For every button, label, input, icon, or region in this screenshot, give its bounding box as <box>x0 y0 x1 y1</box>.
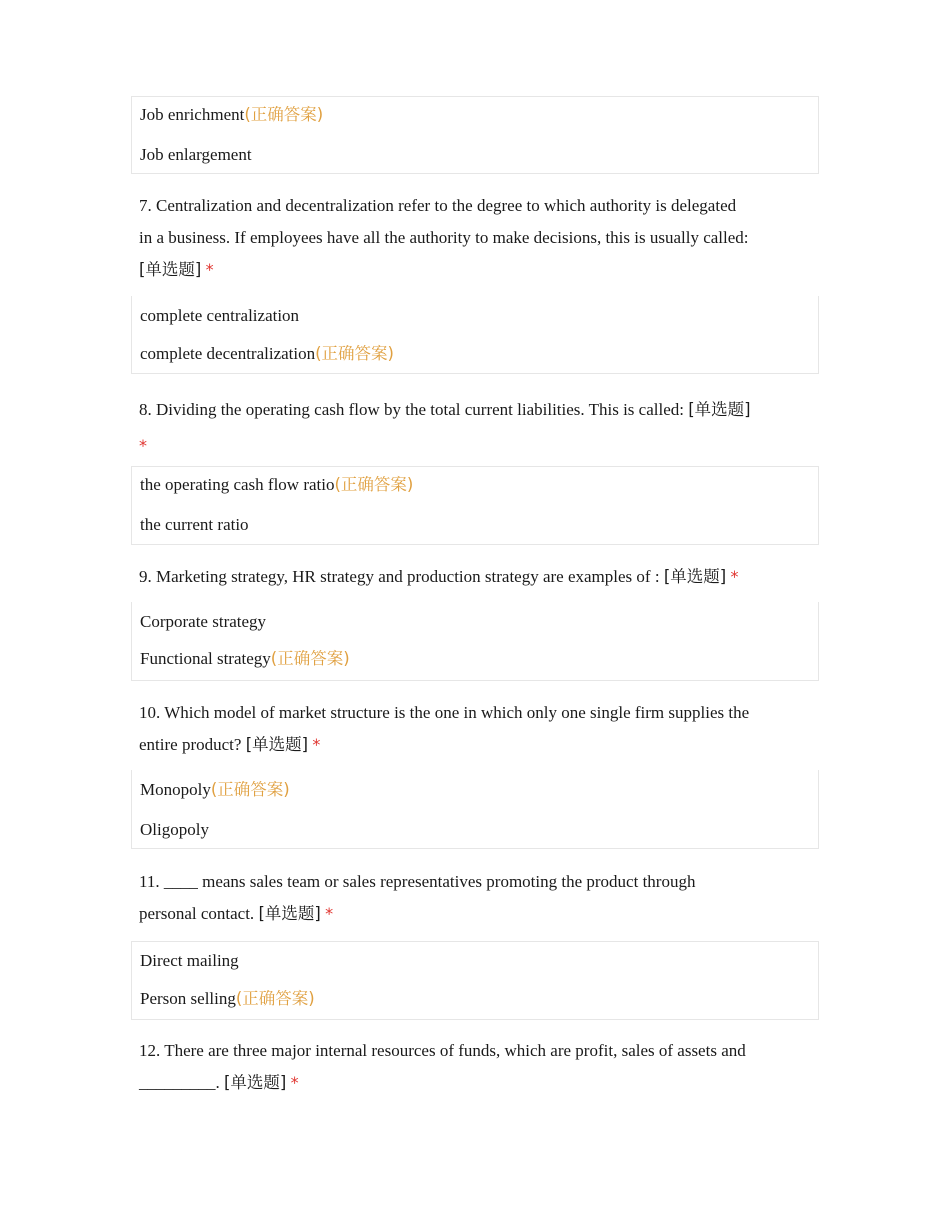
question-text-line: entire product? <box>139 735 242 754</box>
option-correct[interactable] <box>132 475 421 495</box>
question-type: [单选题] <box>245 735 309 754</box>
option-text: Monopoly <box>140 780 211 799</box>
option-text: the current ratio <box>140 515 249 534</box>
question-text-line: personal contact. <box>139 904 255 923</box>
option-text: Job enrichment <box>140 105 245 124</box>
option[interactable] <box>132 612 274 632</box>
question-type: [单选题] <box>258 904 321 923</box>
correct-answer-tag: (正确答案) <box>334 475 414 494</box>
correct-answer-tag: (正确答案) <box>210 780 290 799</box>
option-text: complete centralization <box>140 306 300 325</box>
option-text: Job enlargement <box>140 145 252 164</box>
option-text: Oligopoly <box>140 820 209 839</box>
options-box <box>131 466 819 545</box>
question-text-line: 7. Centralization and decentralization refer to the degree to which authority is delegated <box>139 196 737 215</box>
question-text-line: 12. There are three major internal resources of funds, which are profit, sales of assets and <box>139 1041 746 1060</box>
option-text: Direct mailing <box>140 951 239 970</box>
option-text: the operating cash flow ratio <box>140 475 335 494</box>
question-type: [单选题] <box>139 260 202 279</box>
options-box <box>131 602 819 681</box>
option[interactable] <box>132 306 307 326</box>
options-box <box>131 296 819 374</box>
required-mark: * <box>290 1073 299 1092</box>
correct-answer-tag: (正确答案) <box>244 105 324 124</box>
options-box <box>131 96 819 174</box>
option[interactable] <box>132 145 260 165</box>
question-text-line: in a business. If employees have all the authority to make decisions, this is usually called: <box>139 228 749 247</box>
option[interactable] <box>132 951 247 971</box>
question-8 <box>131 392 819 464</box>
question-text-line: 8. Dividing the operating cash flow by the total current liabilities. This is called: <box>139 400 684 419</box>
option-text: complete decentralization <box>140 344 316 363</box>
option[interactable] <box>132 515 257 535</box>
question-type: [单选题] <box>224 1073 287 1092</box>
question-10 <box>131 697 819 761</box>
question-9 <box>131 561 819 593</box>
question-text-line: 11. ____ means sales team or sales representatives promoting the product through <box>139 872 696 891</box>
correct-answer-tag: (正确答案) <box>315 344 394 363</box>
required-mark: * <box>325 904 334 923</box>
question-text-line: 9. Marketing strategy, HR strategy and production strategy are examples of : <box>139 567 660 586</box>
option-text: Functional strategy <box>140 649 271 668</box>
required-mark: * <box>730 567 739 586</box>
question-text-line: 10. Which model of market structure is the one in which only one single firm supplies the <box>139 703 750 722</box>
question-11 <box>131 866 819 930</box>
option-text: Corporate strategy <box>140 612 267 631</box>
survey-page <box>131 96 819 1092</box>
option-correct[interactable] <box>132 989 323 1009</box>
question-7 <box>131 190 819 286</box>
option-correct[interactable] <box>132 649 358 669</box>
correct-answer-tag: (正确答案) <box>270 649 350 668</box>
question-text-line: _________. <box>139 1073 220 1092</box>
option-text: Person selling <box>140 989 236 1008</box>
required-mark: * <box>312 735 321 754</box>
options-box <box>131 941 819 1020</box>
option-correct[interactable] <box>132 344 402 364</box>
options-box <box>131 770 819 849</box>
option[interactable] <box>132 820 217 840</box>
correct-answer-tag: (正确答案) <box>235 989 315 1008</box>
option-correct[interactable] <box>132 105 331 125</box>
option-correct[interactable] <box>132 780 298 800</box>
question-type: [单选题] <box>663 567 727 586</box>
required-mark: * <box>139 436 147 455</box>
question-type: [单选题] <box>688 400 751 419</box>
required-mark: * <box>205 260 214 279</box>
question-12 <box>131 1035 819 1099</box>
